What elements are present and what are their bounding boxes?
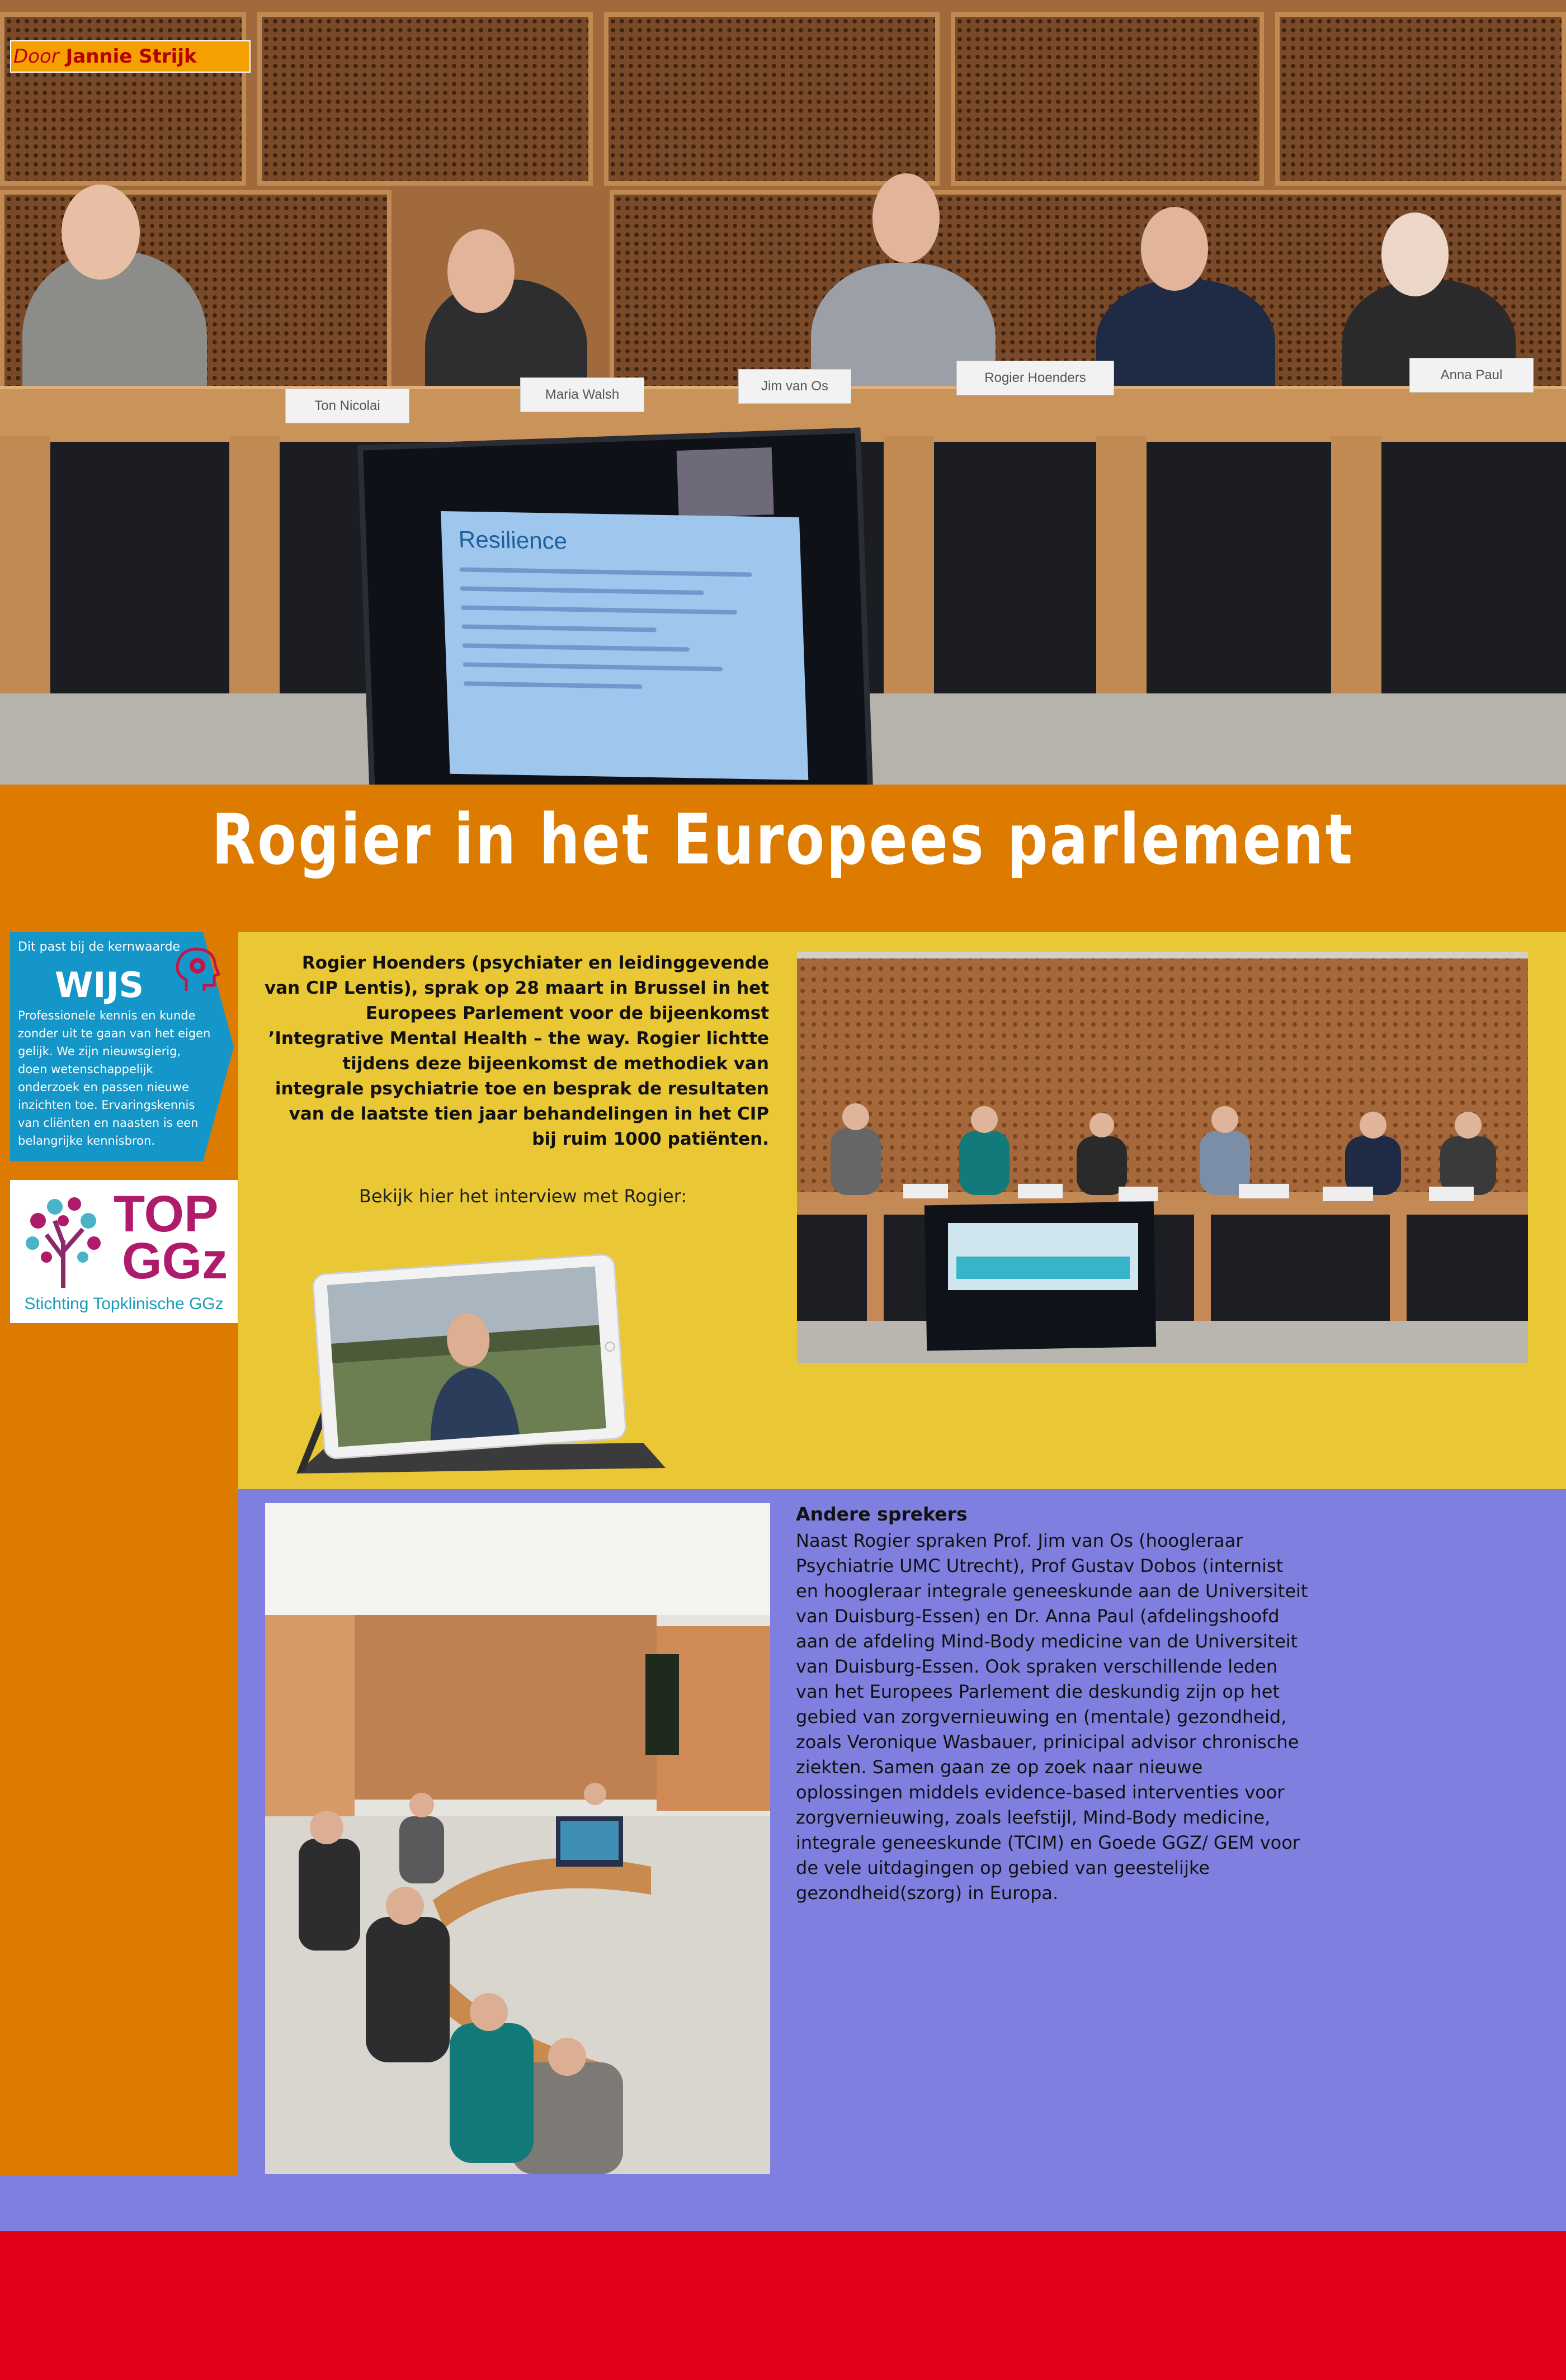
wijs-badge bbox=[10, 932, 234, 1161]
nameplate: Anna Paul bbox=[1409, 358, 1534, 393]
page-title: Rogier in het Europees parlement bbox=[211, 800, 1355, 880]
interview-video-tablet[interactable] bbox=[285, 1250, 677, 1485]
nameplate: Jim van Os bbox=[738, 369, 851, 404]
nameplate: Rogier Hoenders bbox=[956, 361, 1114, 395]
wijs-pretitle: Dit past bij de kernwaarde bbox=[18, 940, 181, 954]
byline bbox=[10, 40, 251, 73]
interview-caption: Bekijk hier het interview met Rogier: bbox=[359, 1186, 687, 1207]
speakers-text: Naast Rogier spraken Prof. Jim van Os (hoogleraar Psychiatrie UMC Utrecht), Prof Gustav Dobos (internist en hoogleraar integrale geneeskunde aan de Universiteit van Duisburg-Essen) en Dr. Anna Paul (afdelingshoofd aan de afdeling Mind-Body medicine van de Universiteit van Duisburg-Essen. Ook spraken verschillende leden van het Europees Parlement die deskundig zijn op het gebied van zorgvernieuwing en (mentale) gezondheid, zoals Veronique Wasbauer, prinicipal advisor chronische ziekten. Samen gaan ze op zoek naar nieuwe oplossingen middels evidence-based interventies voor zorgvernieuwing, zoals leefstijl, Mind-Body medicine, integrale geneeskunde (TCIM) en Goede GGZ/ GEM voor de vele uitdagingen op gebied van geestelijke gezondheid(szorg) in Europa. bbox=[796, 1530, 1308, 1904]
speakers-heading: Andere sprekers bbox=[796, 1503, 968, 1525]
byline-author: Jannie Strijk bbox=[65, 45, 197, 68]
slide-title: Resilience bbox=[458, 526, 568, 554]
meeting-photo bbox=[797, 952, 1528, 1363]
nameplate: Maria Walsh bbox=[520, 377, 644, 412]
tree-icon bbox=[21, 1190, 105, 1291]
byline-prefix: Door bbox=[13, 45, 59, 68]
topggz-ggz: GGz bbox=[122, 1232, 228, 1290]
topggz-logo bbox=[10, 1180, 238, 1323]
nameplate: Ton Nicolai bbox=[285, 389, 409, 423]
presentation-screen bbox=[357, 427, 873, 785]
topggz-subtitle: Stichting Topklinische GGz bbox=[24, 1295, 224, 1313]
wijs-title: WIJS bbox=[55, 965, 144, 1005]
intro-text: Rogier Hoenders (psychiater en leidinggevende van CIP Lentis), sprak op 28 maart in Brussel in het Europees Parlement voor de bijeenkomst ’Integrative Mental Health – the way. Rogier lichtte tijdens deze bijeenkomst de methodiek van integrale psychiatrie toe en besprak de resultaten van de laatste tien jaar behandelingen in het CIP bij ruim 1000 patiënten. bbox=[265, 953, 769, 1149]
brain-gear-icon bbox=[169, 943, 225, 999]
wijs-description: Professionele kennis en kunde zonder uit te gaan van het eigen gelijk. We zijn nieuwsgierig, doen wetenschappelijk onderzoek en passen nieuwe inzichten toe. Ervaringskennis van cliënten en naasten is een belangrijke kennisbron. bbox=[18, 1009, 211, 1148]
footer-band bbox=[0, 2231, 1566, 2380]
hero-photo bbox=[0, 0, 1566, 785]
topggz-top: TOP bbox=[114, 1186, 219, 1243]
meeting-room-photo bbox=[265, 1503, 770, 2174]
